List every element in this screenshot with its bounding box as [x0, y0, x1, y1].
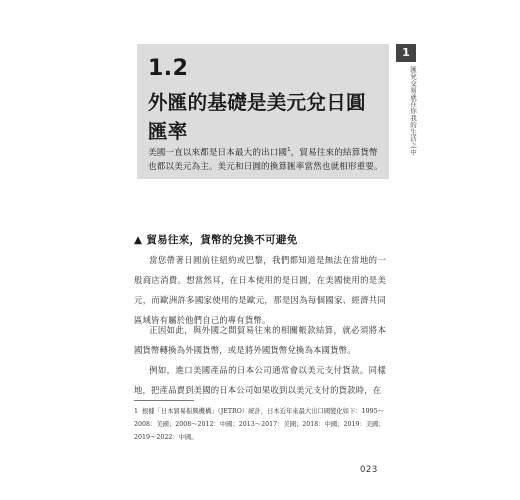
footnote-text: 根據「日本貿易振興機構」（JETRO）統計，日本近年來最大出口國變化如下：1995～2008：美國；2008～2012：中國；2013～2017：美國；2018：中國；2019：美國；2019～2022：中國。	[134, 408, 385, 441]
chapter-tab	[396, 44, 416, 164]
summary-text-2: ，貿易往來的結算貨幣也都以美元為主。美元和日圓的換算匯率當然也就相形重要。	[148, 147, 383, 172]
chapter-number: 1	[396, 44, 416, 62]
footnote-number: 1	[134, 408, 139, 415]
chapter-title: 匯兌交易就在你我的生活之中	[409, 66, 417, 156]
subheading: ▲ 貿易往來，貨幣的兌換不可避免	[134, 234, 298, 246]
page-number: 023	[360, 465, 378, 475]
body-paragraph-3: 例如，進口美國產品的日本公司通常會以美元支付貨款。同樣地，把產品賣到美國的日本公司如果收到以美元支付的貨款時，在	[134, 365, 386, 395]
footnote-divider	[134, 400, 194, 401]
footnote-ref: 1	[287, 147, 291, 153]
section-title: 外匯的基礎是美元兌日圓匯率	[148, 91, 366, 143]
body-paragraph-1: 當您帶著日圓前往紐約或巴黎，我們都知道是無法在當地的一般商店消費。想當然耳，在日本使用的是日圓，在美國使用的是美元，而歐洲許多國家使用的是歐元，那是因為每個國家、經濟共同區域皆有屬於他們自己的專有貨幣。	[134, 255, 386, 325]
body-paragraph-2: 正因如此，與外國之間貿易往來的相關帳款結算，就必須將本國貨幣轉換為外國貨幣，或是將外國貨幣兌換為本國貨幣。	[134, 325, 386, 355]
footnote	[134, 405, 386, 444]
summary-text-1: 美國一直以來都是日本最大的出口國	[148, 147, 288, 158]
section-number: 1.2	[148, 56, 189, 81]
section-header-box	[137, 44, 389, 179]
section-summary	[148, 143, 384, 174]
